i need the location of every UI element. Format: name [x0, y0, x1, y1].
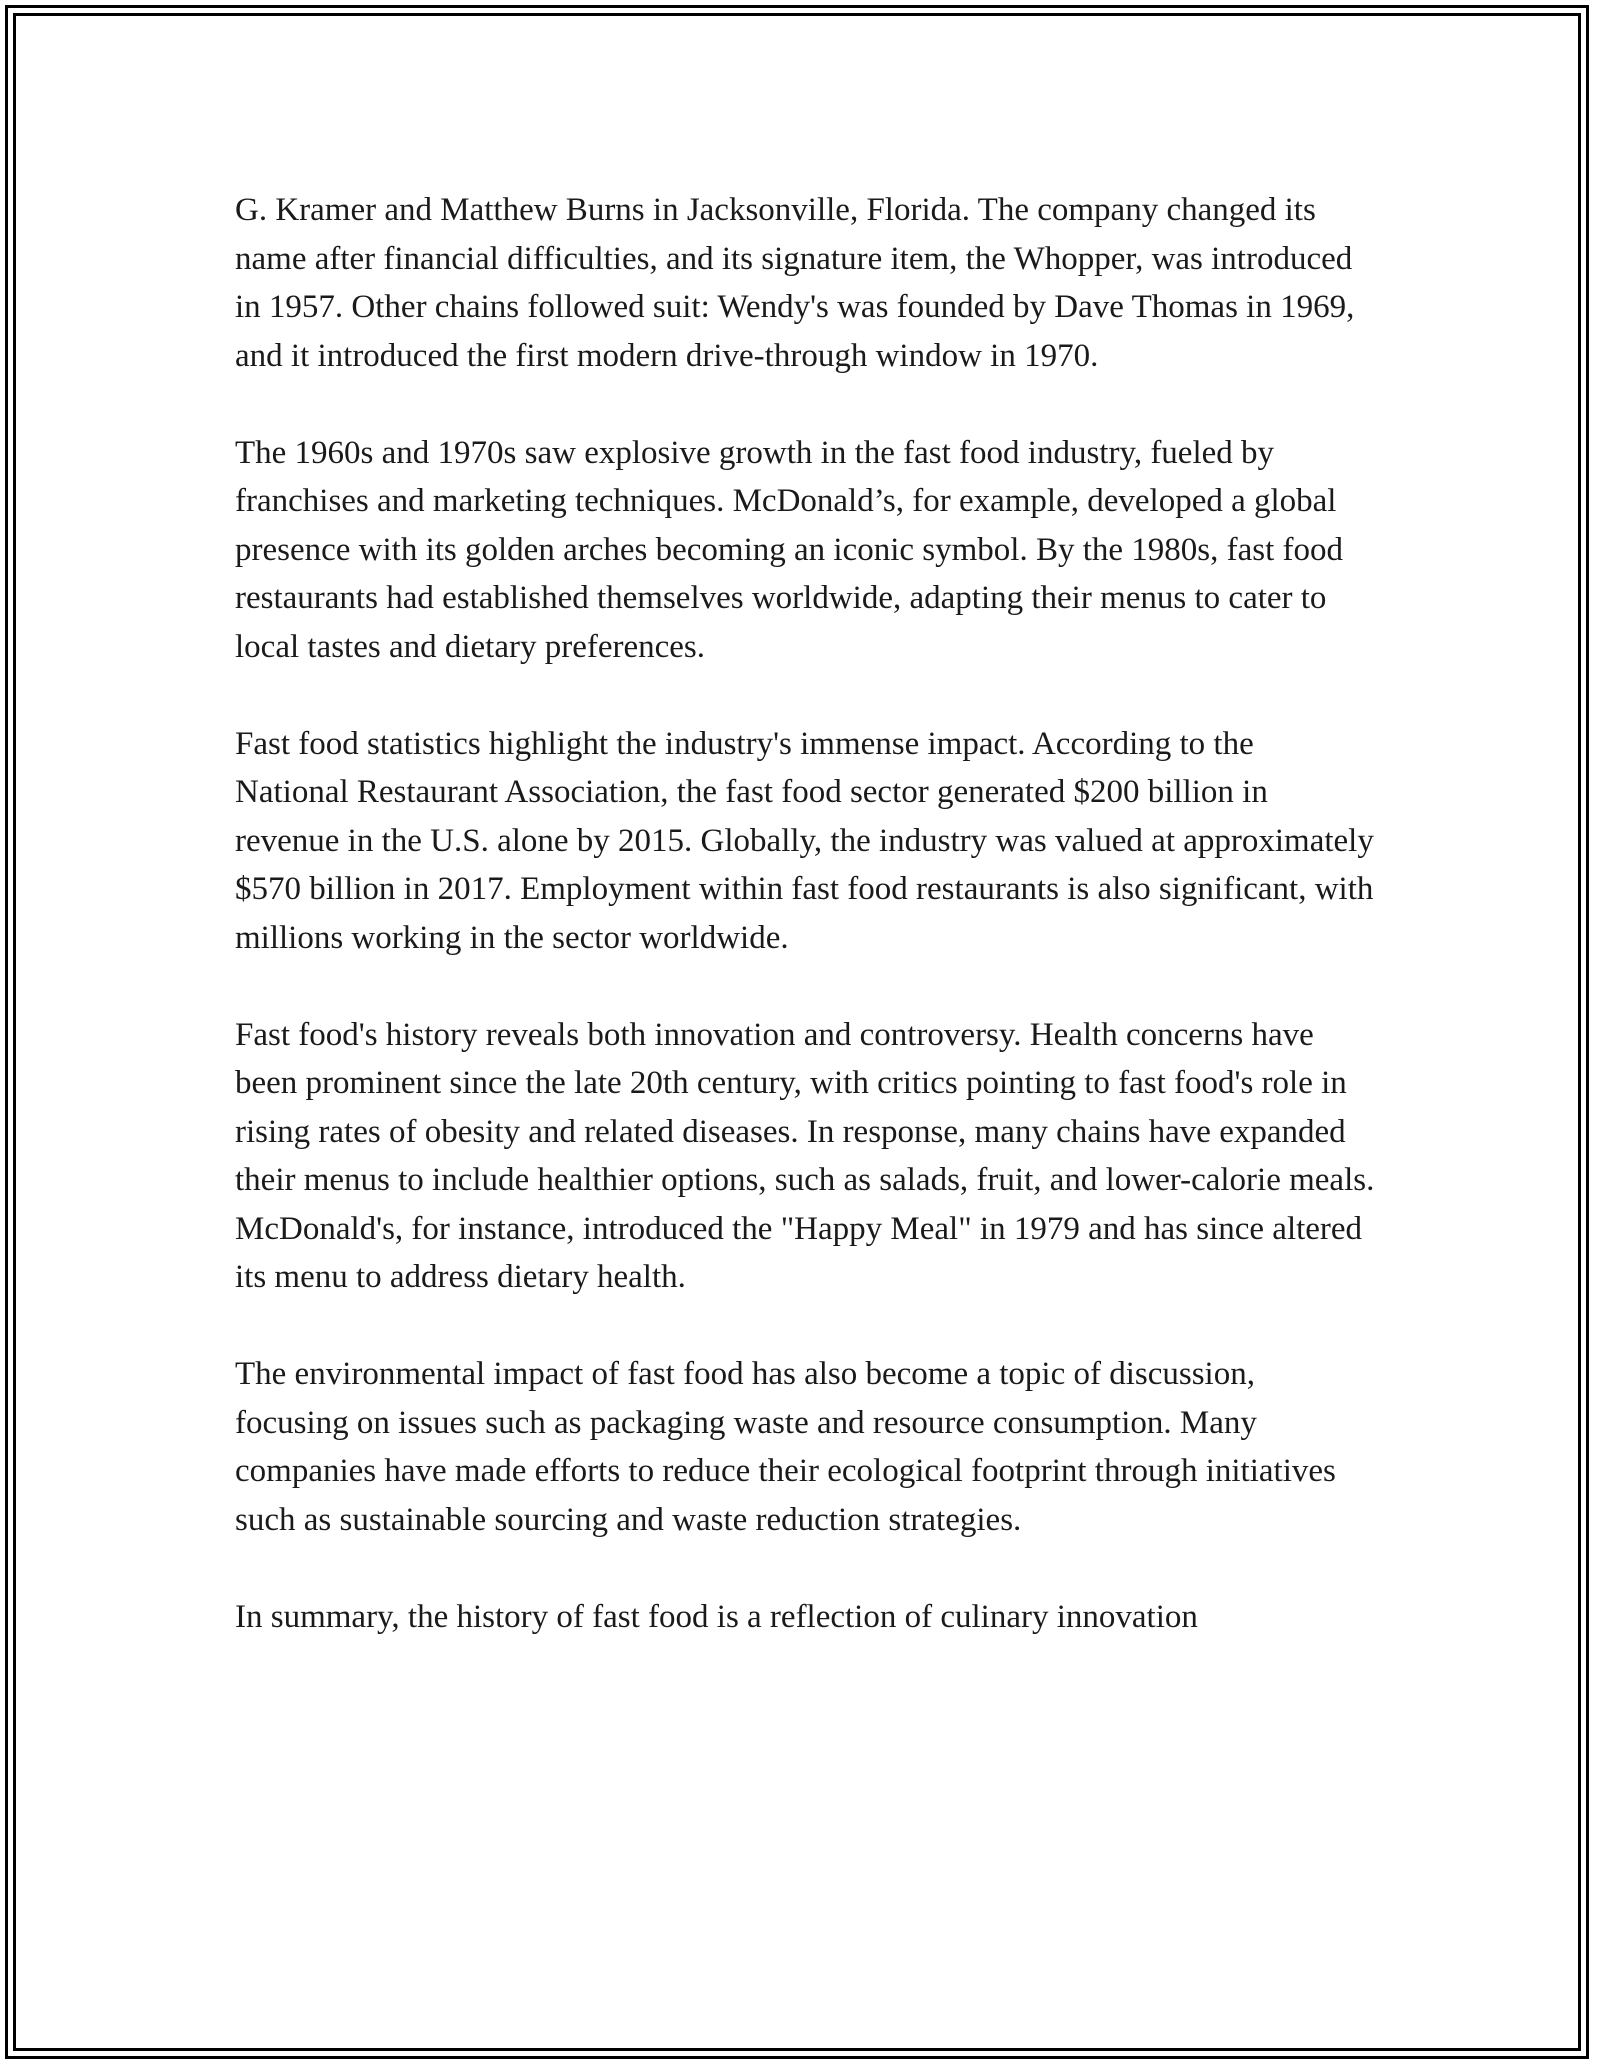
- paragraph-3: Fast food statistics highlight the industry's immense impact. According to the National Restaurant Association, the fast food sector generated $200 billion in revenue in the U.S. alone by 2015. Globally, the industry was valued at approximately $570 billion in 2017. Employment within fast food restaurants is also significant, with millions working in the sector worldwide.: [235, 725, 1374, 956]
- paragraph-1: G. Kramer and Matthew Burns in Jacksonville, Florida. The company changed its name after financial difficulties, and its signature item, the Whopper, was introduced in 1957. Other chains followed suit: Wendy's was founded by Dave Thomas in 1969, and it introduced the first modern drive-through window in 1970.: [235, 192, 1355, 374]
- paragraph-6: In summary, the history of fast food is a reflection of culinary innovation: [235, 1598, 1198, 1635]
- paragraph-4: Fast food's history reveals both innovation and controversy. Health concerns have been prominent since the late 20th century, with critics pointing to fast food's role in rising rates of obesity and related diseases. In response, many chains have expanded their menus to include healthier options, such as salads, fruit, and lower-calorie meals. McDonald's, for instance, introduced the "Happy Meal" in 1979 and has since altered its menu to address dietary health.: [235, 1016, 1375, 1295]
- paragraph-5: The environmental impact of fast food has also become a topic of discussion, focusing on issues such as packaging waste and resource consumption. Many companies have made efforts to reduce their ecological footprint through initiatives such as sustainable sourcing and waste reduction strategies.: [235, 1356, 1336, 1538]
- document-body: [235, 186, 1375, 1641]
- paragraph-2: The 1960s and 1970s saw explosive growth in the fast food industry, fueled by franchises and marketing techniques. McDonald’s, for example, developed a global presence with its golden arches becoming an iconic symbol. By the 1980s, fast food restaurants had established themselves worldwide, adapting their menus to cater to local tastes and dietary preferences.: [235, 434, 1343, 665]
